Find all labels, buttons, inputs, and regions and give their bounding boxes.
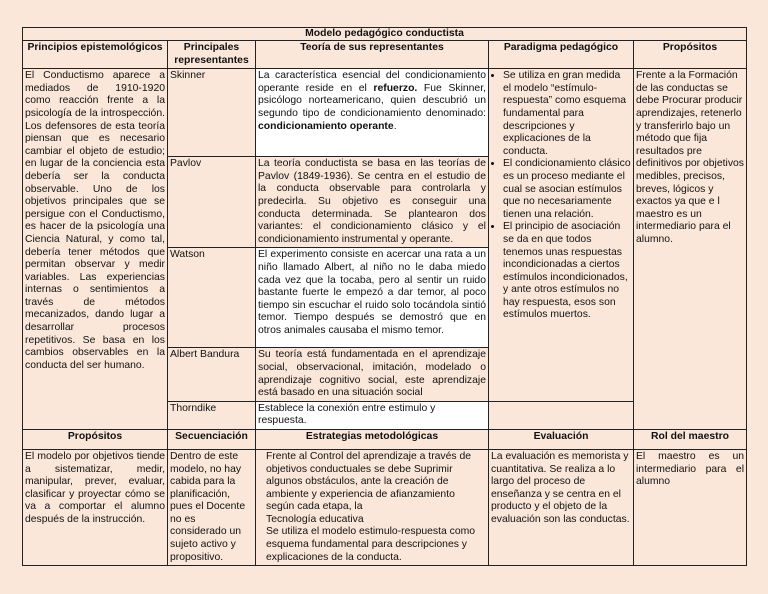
bottom-propositos-cell: El modelo por objetivos tiende a sistematizar, medir, manipular, prever, evaluar, clasificar y proyectar cómo se va a comportar el alumno después de la instrucción. xyxy=(23,449,168,565)
bottom-header-secuenciacion: Secuenciación xyxy=(168,429,256,449)
bottom-secuenciacion-cell: Dentro de este modelo, no hay cabida para la planificación, pues el Docente no es considerado un sujeto activo y propositivo. xyxy=(168,449,256,565)
rep-name-thorndike: Thorndike xyxy=(168,401,256,429)
rep-name-skinner: Skinner xyxy=(168,69,256,157)
header-representantes: Principales representantes xyxy=(168,41,256,69)
estrategias-line-2: Tecnología educativa xyxy=(266,513,364,525)
propositos-top-cell: Frente a la Formación de las conductas se debe Procurar producir aprendizajes, retenerlo y transferirlo bajo un método que fija resultados pre definitivos por objetivos medibles, precisos, breves, lógicos y exactos ya que e l maestro es un intermediario para el alumno. xyxy=(634,69,747,430)
rep-name-pavlov: Pavlov xyxy=(168,157,256,248)
bottom-header-rol: Rol del maestro xyxy=(634,429,747,449)
principios-cell: El Conductismo aparece a mediados de 1910-1920 como reacción frente a la psicología de la introspección. Los defensores de esta teoría piensan que es necesario cambiar el objeto de estudio; en lugar de la conciencia esta debería ser la conducta observable. Uno de los objetivos principales que se persigue con el Conductismo, es hacer de la psicología una Ciencia Natural, y como tal, debería tener métodos que permitan observar y medir variables. Las experiencias internas o sentimientos a través de métodos mecanizados, dando lugar a desarrollar procesos repetitivos. Se basa en los cambios observables en la conducta del ser humano. xyxy=(23,69,168,430)
paradigma-item: • El condicionamiento clásico es un proceso mediante el cual se asocian estímulos que no necesariamente tienen una relación. xyxy=(503,158,631,221)
header-paradigma: Paradigma pedagógico xyxy=(489,41,634,69)
rep-text-watson: El experimento consiste en acercar una rata a un niño llamado Albert, al niño no le daba miedo cada vez que la tocaba, pero al sentir un ruido bastante fuerte le empezó a dar temor, al poco tiempo sin escuchar el ruido solo tocándola sintió temor. Tiempo después se demostró que en otros animales causaba el mismo temor. xyxy=(256,248,489,348)
bottom-header-propositos: Propósitos xyxy=(23,429,168,449)
bottom-header-estrategias: Estrategias metodológicas xyxy=(256,429,489,449)
paradigma-empty-cell xyxy=(489,401,634,429)
modelo-table xyxy=(22,27,747,566)
rep-text-thorndike: Establece la conexión entre estimulo y respuesta. xyxy=(256,401,489,429)
estrategias-line-1: Frente al Control del aprendizaje a través de objetivos conductuales se debe Suprimir algunos obstáculos, ante la creación de ambiente y experiencia de afianzamiento según cada etapa, la xyxy=(266,450,472,513)
paradigma-cell xyxy=(489,69,634,402)
document-sheet xyxy=(22,27,746,566)
bottom-header-evaluacion: Evaluación xyxy=(489,429,634,449)
header-propositos: Propósitos xyxy=(634,41,747,69)
paradigma-item: • El principio de asociación se da en que todos tenemos unas respuestas incondicionadas a ciertos estímulos incondicionados, y ante otros estímulos no hay respuesta, esos son estímulos muertos. xyxy=(503,221,631,322)
estrategias-line-3: Se utiliza el modelo estimulo-respuesta como esquema fundamental para descripciones y explicaciones de la conducta. xyxy=(266,526,476,563)
rep-text-pavlov: La teoría conductista se basa en las teorías de Pavlov (1849-1936). Se centra en el estudio de la conducta observable para controlarla y predecirla. Su objetivo es conseguir una conducta determinada. Se plantearon dos variantes: el condicionamiento clásico y el condicionamiento instrumental y operante. xyxy=(256,157,489,248)
paradigma-item: • Se utiliza en gran medida el modelo “estímulo-respuesta” como esquema fundamental para descripciones y explicaciones de la conducta. xyxy=(503,70,631,158)
bottom-rol-cell: El maestro es un intermediario para el alumno xyxy=(634,449,747,565)
rep-text-bandura: Su teoría está fundamentada en el aprendizaje social, observacional, imitación, modelado o aprendizaje cognitivo social, este aprendizaje está basado en una situación social xyxy=(256,348,489,401)
bottom-evaluacion-cell: La evaluación es memorista y cuantitativa. Se realiza a lo largo del proceso de enseñanza y se centra en el producto y el objeto de la evaluación son las conductas. xyxy=(489,449,634,565)
rep-name-watson: Watson xyxy=(168,248,256,348)
rep-text-skinner: La característica esencial del condicionamiento operante reside en el refuerzo. Fue Skinner, psicólogo norteamericano, quien descubrió un segundo tipo de condicionamiento denominado: condicionamiento operante. xyxy=(256,69,489,157)
header-principios: Principios epistemológicos xyxy=(23,41,168,69)
table-title: Modelo pedagógico conductista xyxy=(23,28,747,41)
rep-name-bandura: Albert Bandura xyxy=(168,348,256,401)
header-teoria: Teoría de sus representantes xyxy=(256,41,489,69)
bottom-estrategias-cell xyxy=(256,449,489,565)
